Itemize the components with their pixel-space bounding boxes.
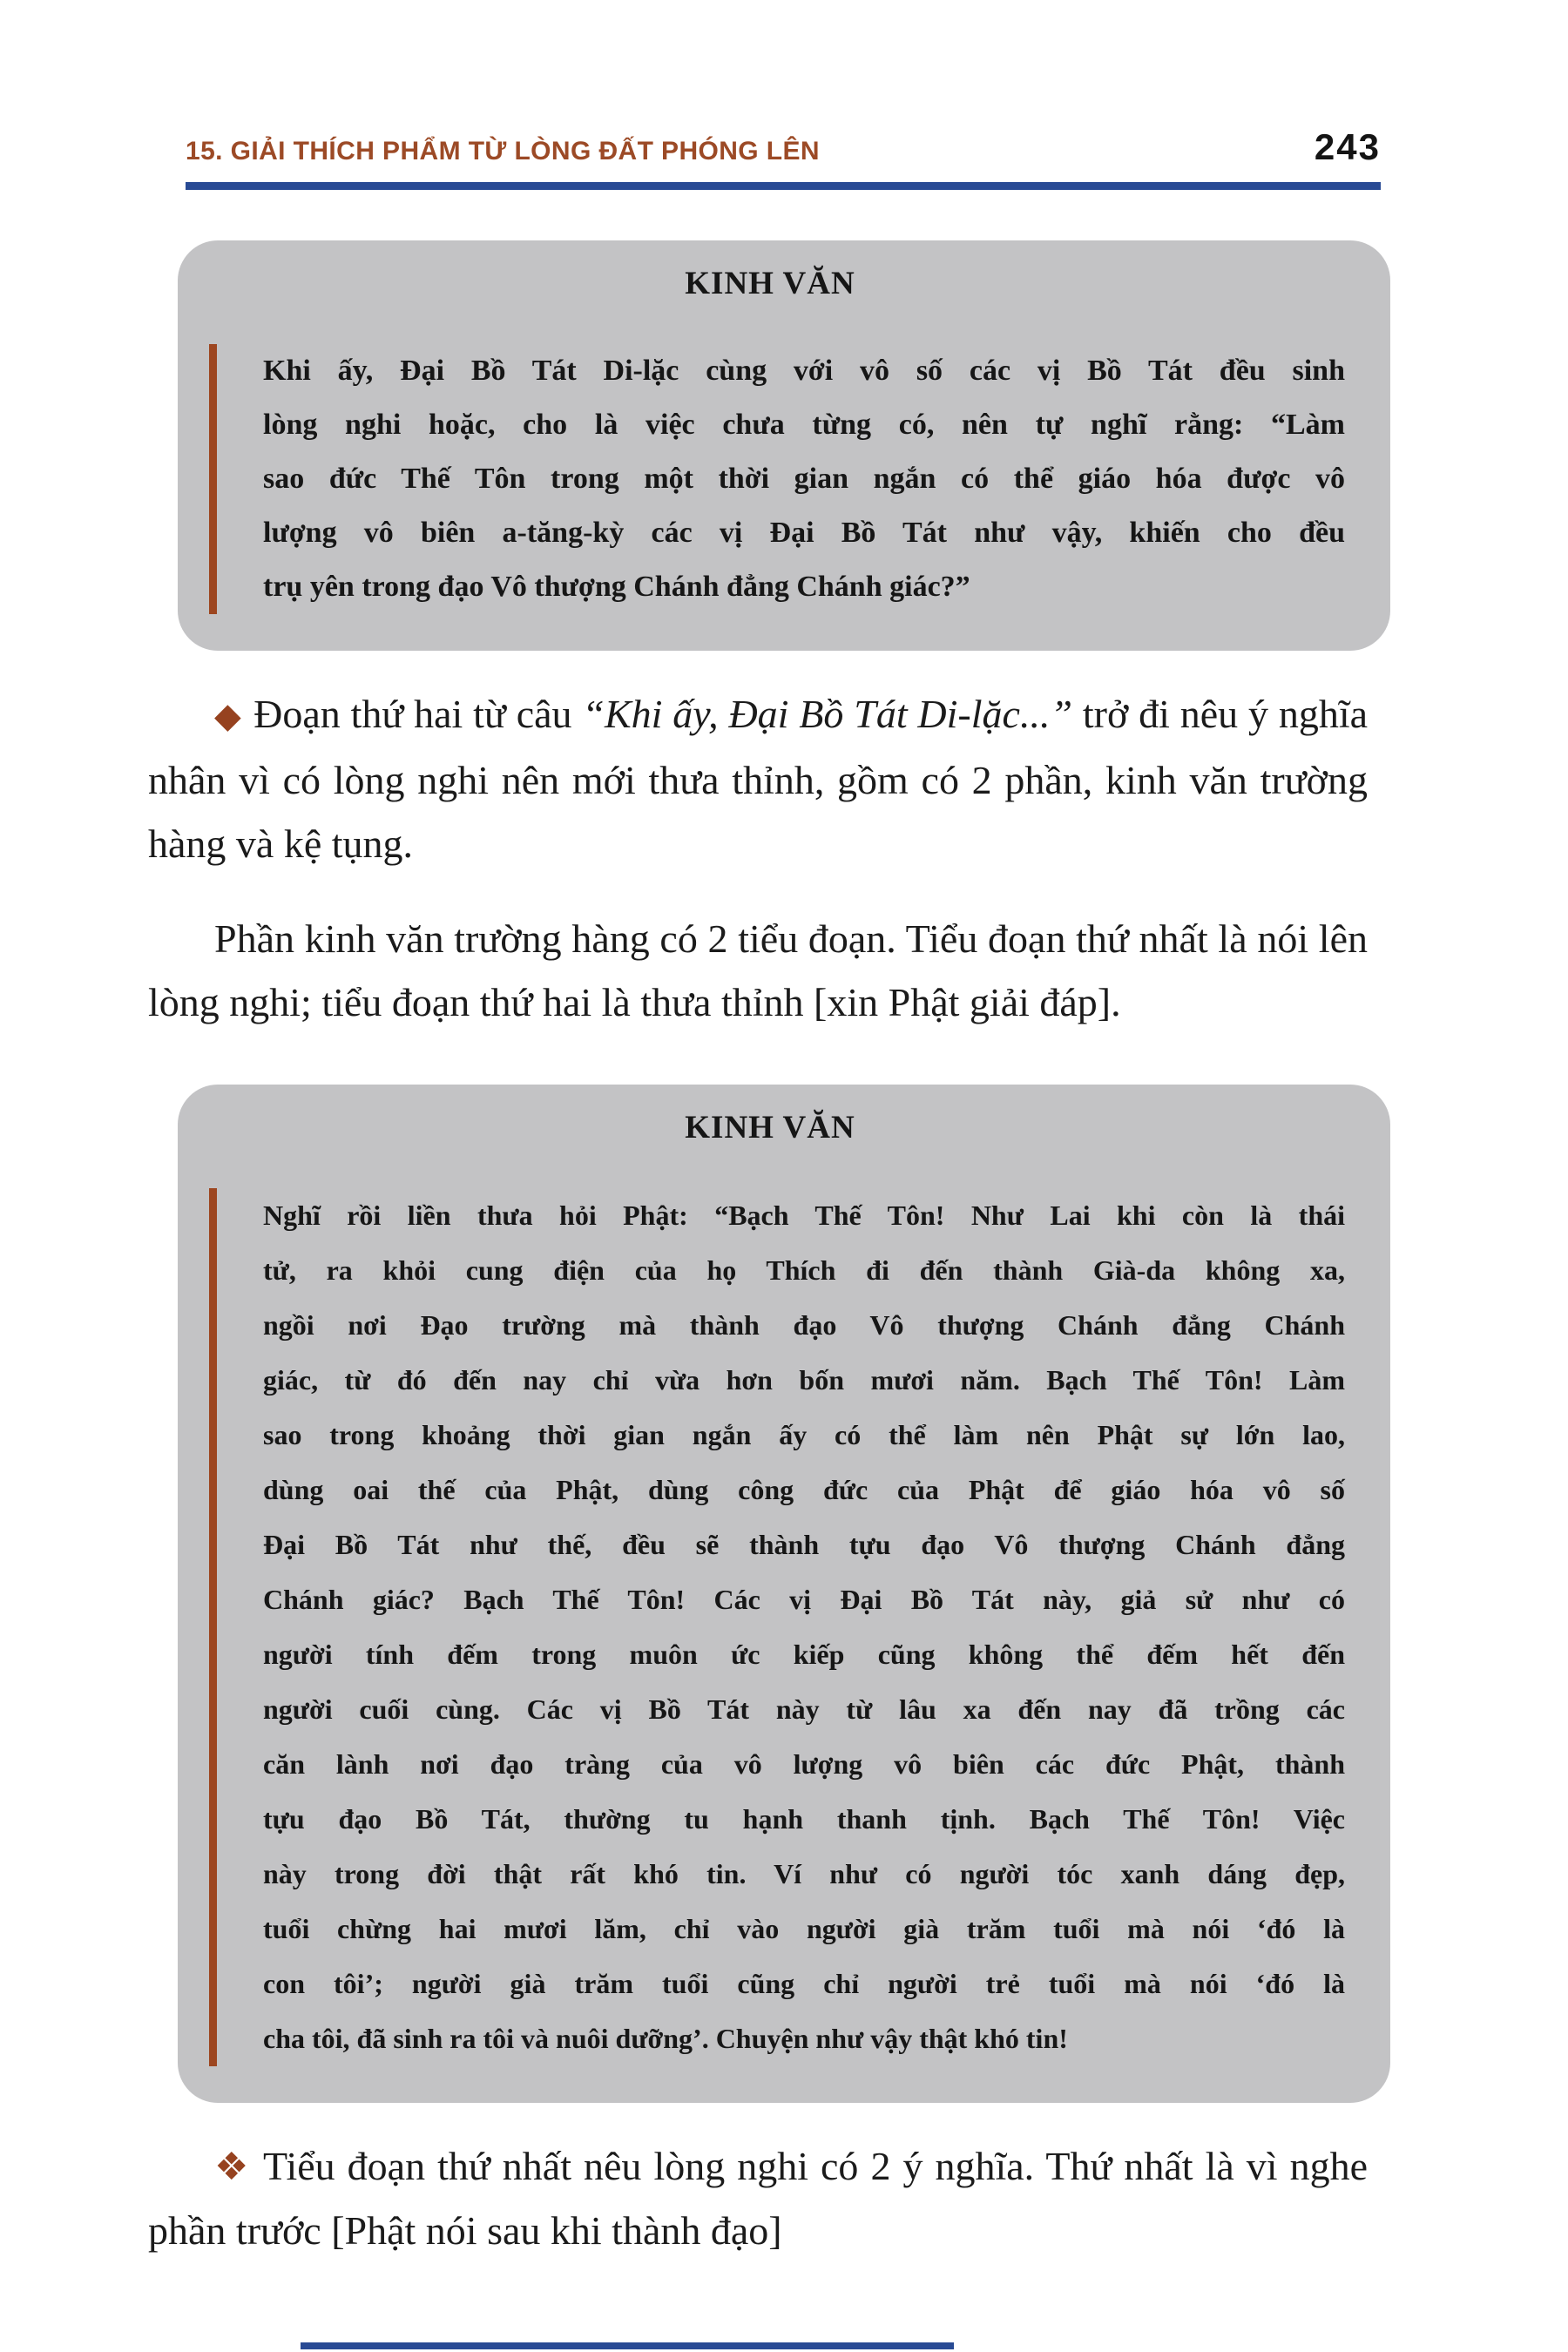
sutra-quote (209, 1188, 1345, 2066)
inline-quote-italic: “Khi ấy, Đại Bồ Tát Di-lặc...” (582, 692, 1083, 736)
paragraph-text: Đoạn thứ hai từ câu (253, 692, 583, 736)
sutra-quote (209, 344, 1345, 614)
footer-rule (301, 2342, 954, 2349)
page-number: 243 (1314, 126, 1381, 167)
paragraph-text: Tiểu đoạn thứ nhất nêu lòng nghi có 2 ý nghĩa. Thứ nhất là vì nghe phần trước [Phật nói sau khi thành đạo] (148, 2144, 1369, 2253)
running-head (186, 126, 1381, 168)
commentary-paragraph-3 (148, 2134, 1368, 2262)
sutra-quote-text: Khi ấy, Đại Bồ Tát Di-lặc cùng với vô số các vị Bồ Tát đều sinh lòng nghi hoặc, cho là việc chưa từng có, nên tự nghĩ rằng: “Làm sao đức Thế Tôn trong một thời gian ngắn có thể giáo hóa được vô lượng vô biên a-tăng-kỳ các vị Đại Bồ Tát như vậy, khiến cho đều trụ yên trong đạo Vô thượng Chánh đẳng Chánh giác?” (263, 355, 1345, 603)
sutra-box-title: KINH VĂN (685, 1110, 855, 1146)
quote-accent-bar (209, 344, 217, 614)
four-diamond-bullet-icon: ❖ (214, 2145, 251, 2189)
sutra-quote-text: Nghĩ rồi liền thưa hỏi Phật: “Bạch Thế Tôn! Như Lai khi còn là thái tử, ra khỏi cung điện của họ Thích đi đến thành Già-da không xa, ngồi nơi Đạo trường mà thành đạo Vô thượng Chánh đẳng Chánh giác, từ đó đến nay chỉ vừa hơn bốn mươi năm. Bạch Thế Tôn! Làm sao trong khoảng thời gian ngắn ấy có thể làm nên Phật sự lớn lao, dùng oai thế của Phật, dùng công đức của Phật để giáo hóa vô số Đại Bồ Tát như thế, đều sẽ thành tựu đạo Vô thượng Chánh đẳng Chánh giác? Bạch Thế Tôn! Các vị Đại Bồ Tát này, giả sử như có người tính đếm trong muôn ức kiếp cũng không thể đếm hết đến người cuối cùng. Các vị Bồ Tát này từ lâu xa đến nay đã trồng các căn lành nơi đạo tràng của vô lượng vô biên các đức Phật, thành tựu đạo Bồ Tát, thường tu hạnh thanh tịnh. Bạch Thế Tôn! Việc này trong đời thật rất khó tin. Ví như có người tóc xanh dáng đẹp, tuổi chừng hai mươi lăm, chỉ vào người già trăm tuổi mà nói ‘đó là con tôi’; người già trăm tuổi cũng chỉ người trẻ tuổi mà nói ‘đó là cha tôi, đã sinh ra tôi và nuôi dưỡng’. Chuyện như vậy thật khó tin! (263, 1200, 1345, 2054)
paragraph-text: trở đi nêu ý nghĩa nhân vì có lòng nghi nên mới thưa thỉnh, gồm có 2 phần, kinh văn trường hàng và kệ tụng. (148, 692, 1369, 866)
sutra-box-title: KINH VĂN (685, 266, 855, 301)
diamond-bullet-icon: ◆ (214, 696, 242, 736)
chapter-title: 15. GIẢI THÍCH PHẨM TỪ LÒNG ĐẤT PHÓNG LÊN (186, 137, 820, 166)
commentary-paragraph-2: Phần kinh văn trường hàng có 2 tiểu đoạn. Tiểu đoạn thứ nhất là nói lên lòng nghi; tiểu đoạn thứ hai là thưa thỉnh [xin Phật giải đáp]. (148, 916, 1368, 1024)
quote-accent-bar (209, 1188, 217, 2066)
sutra-box-2 (178, 1085, 1390, 2103)
header-rule (186, 182, 1381, 190)
commentary-paragraph-1 (148, 682, 1368, 875)
sutra-box-1 (178, 240, 1390, 651)
